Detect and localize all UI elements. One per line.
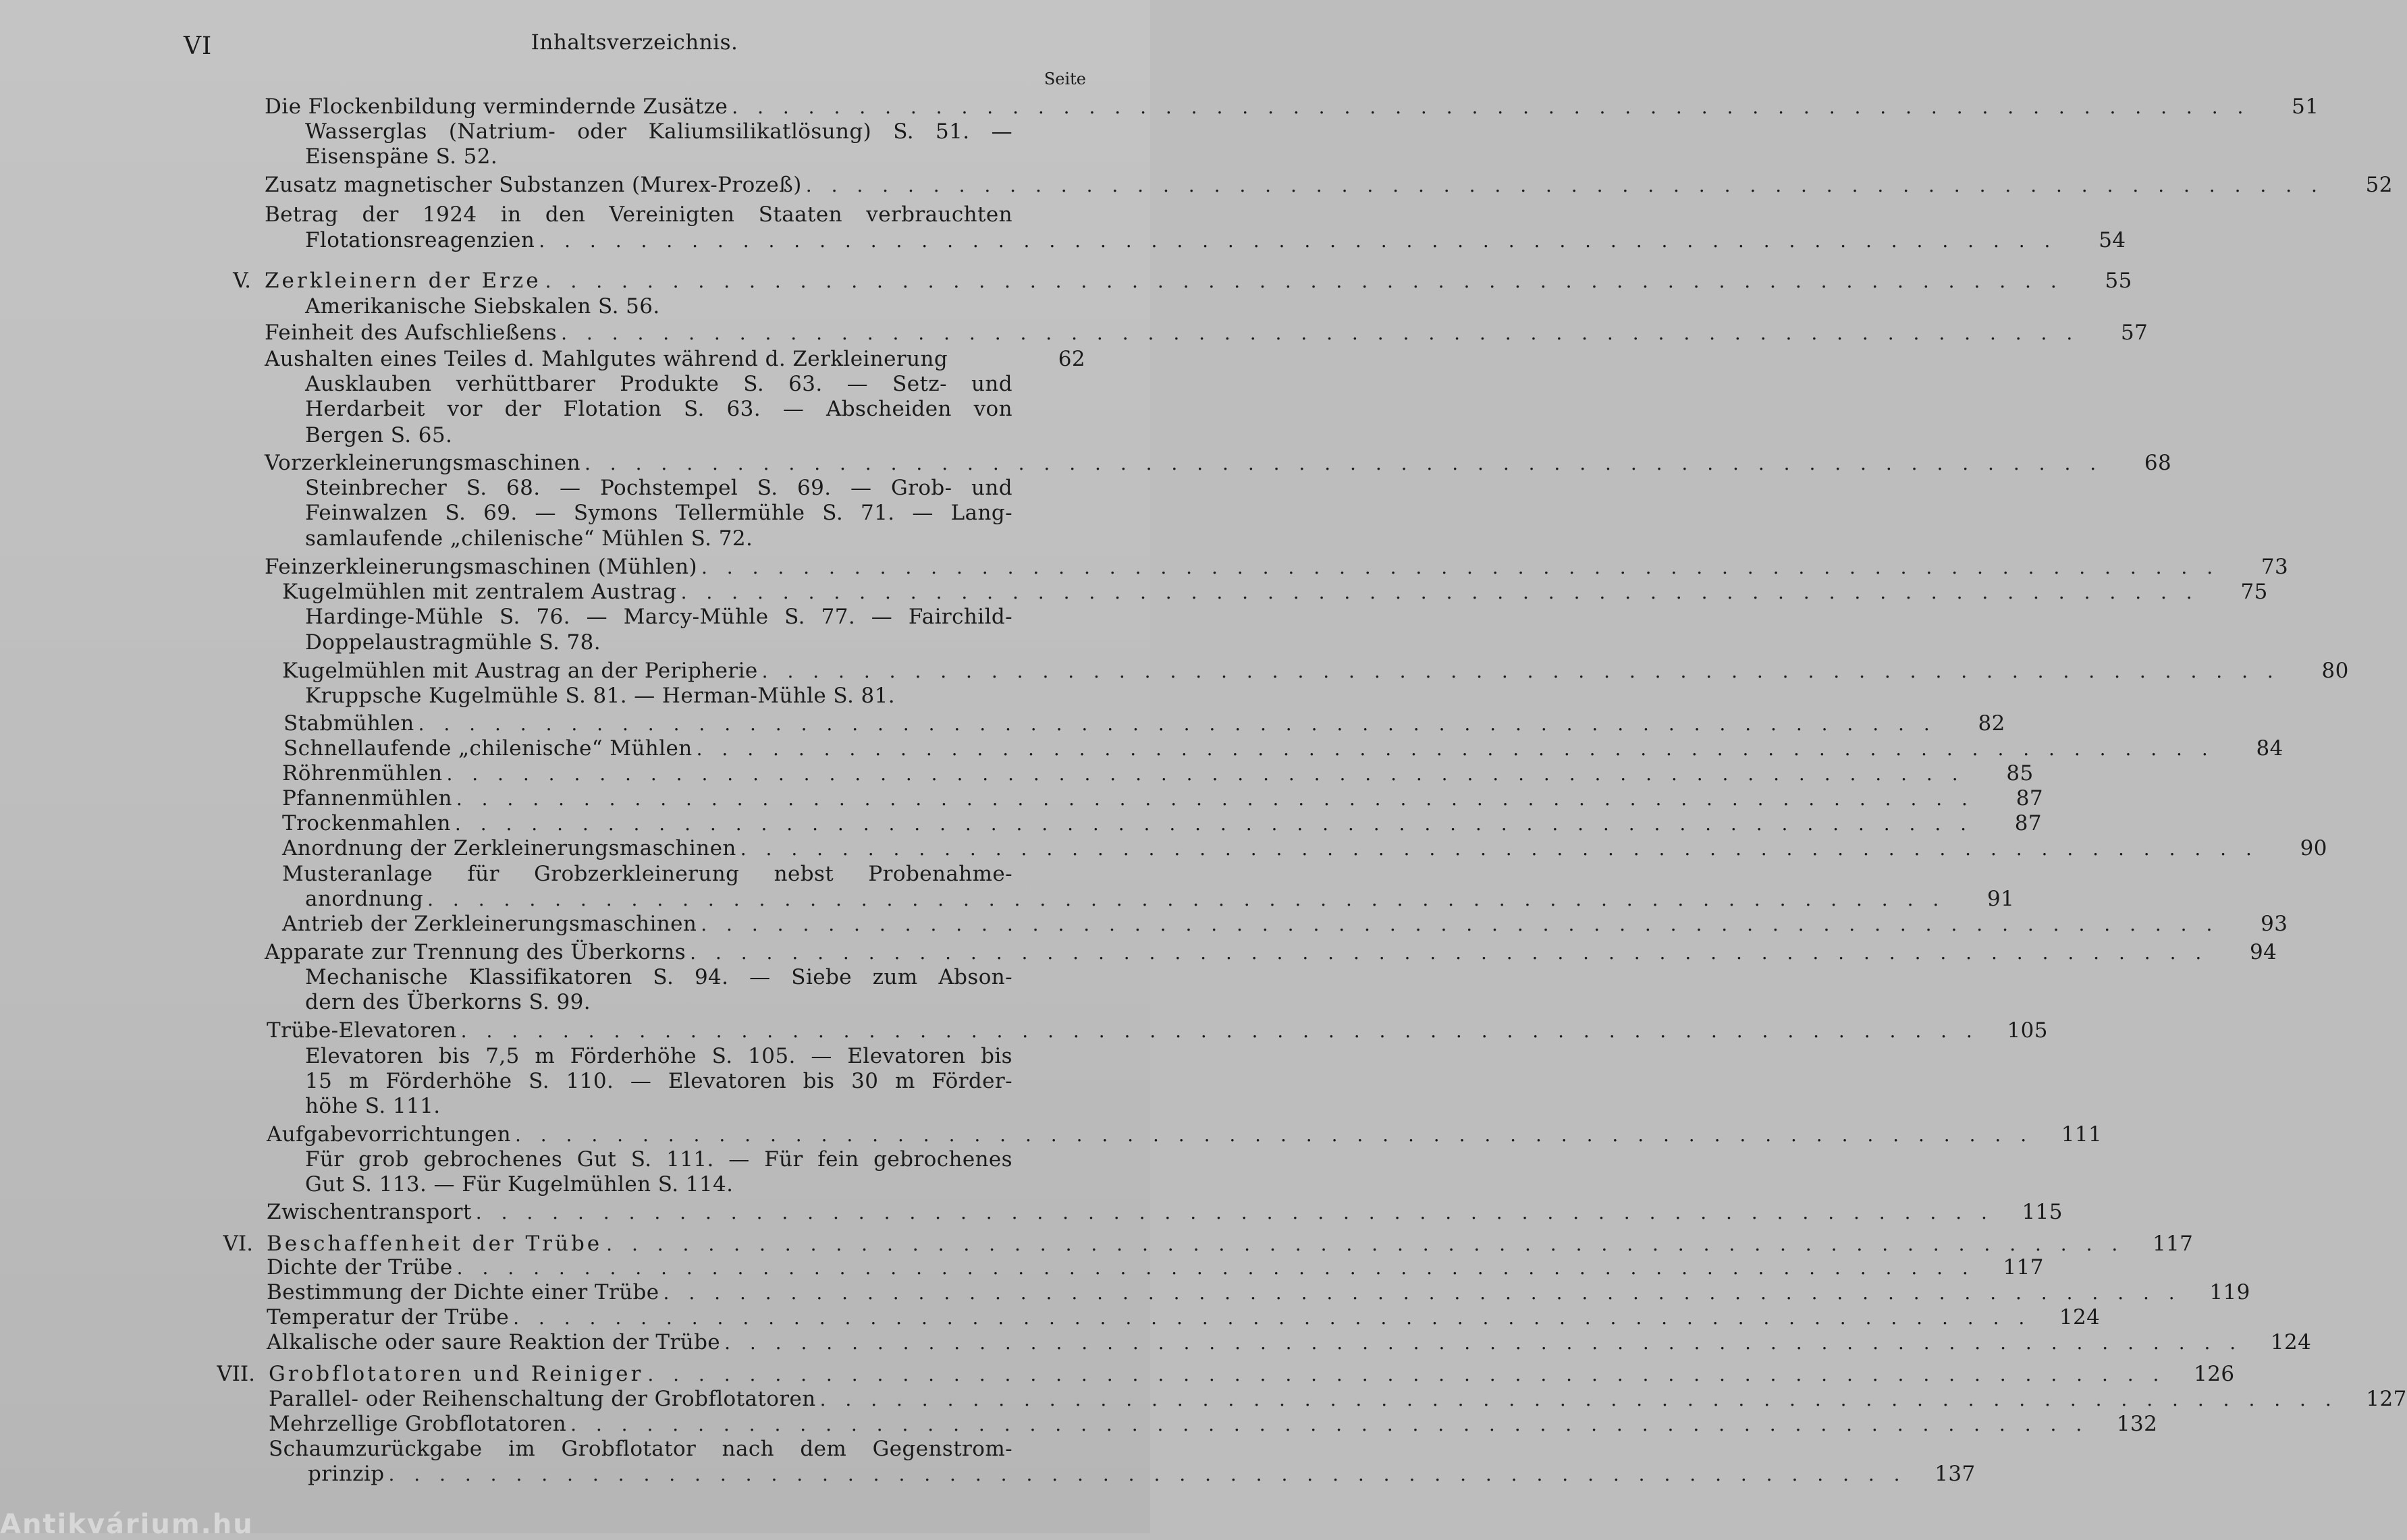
toc-subentry-line: Wasserglas (Natrium- oder Kaliumsilikatlösung) S. 51. — bbox=[305, 119, 1012, 144]
toc-page-number: 132 bbox=[2116, 1412, 2158, 1436]
dot-leader: . . . . . . . . . . . . . . . . . . . . . . . . . . . . . . . . . . . . . . . . . . . . . . . . . . . . . . . . . . . . bbox=[732, 96, 2250, 118]
toc-entry bbox=[282, 761, 2034, 786]
toc-page-number: 87 bbox=[2016, 786, 2043, 810]
toc-subentry-line: samlaufende „chilenische“ Mühlen S. 72. bbox=[305, 526, 753, 551]
chapter-number: VII. bbox=[217, 1362, 255, 1386]
watermark: Antikvárium.hu bbox=[0, 1509, 254, 1540]
toc-subentry-line: Eisenspäne S. 52. bbox=[305, 144, 498, 169]
dot-leader: . . . . . . . . . . . . . . . . . . . . . . . . . . . . . . . . . . . . . . . . . . . . . . . . . . . . . . . . . . . . bbox=[545, 270, 2063, 292]
toc-page-number: 68 bbox=[2144, 451, 2172, 475]
toc-entry-title: Feinzerkleinerungsmaschinen (Mühlen) bbox=[265, 555, 697, 579]
toc-entry bbox=[265, 555, 2289, 579]
page-title: Inhaltsverzeichnis. bbox=[531, 30, 738, 55]
dot-leader: . . . . . . . . . . . . . . . . . . . . . . . . . . . . . . . . . . . . . . . . . . . . . . . . . . . . . . . . . . . . bbox=[561, 322, 2080, 344]
toc-entry bbox=[265, 321, 2148, 345]
toc-entry bbox=[267, 1200, 2063, 1224]
toc-subentry-line: Bergen S. 65. bbox=[305, 423, 453, 447]
toc-chapter-entry bbox=[265, 269, 2132, 293]
toc-page-number: 117 bbox=[2003, 1255, 2044, 1280]
toc-page-number: 111 bbox=[2061, 1122, 2103, 1147]
dot-leader: . . . . . . . . . . . . . . . . . . . . . . . . . . . . . . . . . . . . . . . . . . . . . . . . . . . . . . . . . . . . bbox=[388, 1463, 1907, 1485]
toc-entry-title: Beschaffenheit der Trübe bbox=[267, 1232, 603, 1256]
toc-entry bbox=[265, 173, 2393, 197]
dot-leader: . . . . . . . . . . . . . . . . . . . . . . . . . . . . . . . . . . . . . . . . . . . . . . . . . . . . . . . . . . . . bbox=[513, 1307, 2032, 1329]
toc-entry-title: Aushalten eines Teiles d. Mahlgutes während d. Zerkleinerung bbox=[265, 347, 948, 371]
toc-page-number: 75 bbox=[2240, 580, 2268, 604]
toc-entry-title: Kugelmühlen mit zentralem Austrag bbox=[282, 580, 677, 604]
dot-leader: . . . . . . . . . . . . . . . . . . . . . . . . . . . . . . . . . . . . . . . . . . . . . . . . . . . . . . . . . . . . bbox=[456, 788, 1974, 810]
toc-page-number: 90 bbox=[2300, 836, 2327, 860]
toc-page-number: 124 bbox=[2270, 1330, 2312, 1354]
toc-entry-title: Grobflotatoren und Reiniger bbox=[269, 1362, 644, 1386]
dot-leader: . . . . . . . . . . . . . . . . . . . . . . . . . . . . . . . . . . . . . . . . . . . . . . . . . . . . . . . . . . . . bbox=[724, 1331, 2243, 1354]
toc-page-number: 85 bbox=[2006, 761, 2034, 786]
dot-leader: . . . . . . . . . . . . . . . . . . . . . . . . . . . . . . . . . . . . . . . . . . . . . . . . . . . . . . . . . . . . bbox=[819, 1388, 2338, 1410]
toc-page-number: 87 bbox=[2014, 811, 2043, 835]
toc-entry bbox=[265, 347, 1085, 371]
dot-leader: . . . . . . . . . . . . . . . . . . . . . . . . . . . . . . . . . . . . . . . . . . . . . . . . . . . . . . . . . . . . bbox=[805, 174, 2324, 196]
toc-page-number: 62 bbox=[1058, 347, 1085, 371]
dot-leader: . . . . . . . . . . . . . . . . . . . . . . . . . . . . . . . . . . . . . . . . . . . . . . . . . . . . . . . . . . . . bbox=[663, 1282, 2182, 1304]
toc-entry bbox=[282, 659, 2349, 683]
toc-subentry-line: Feinwalzen S. 69. — Symons Tellermühle S. 71. — Lang- bbox=[305, 501, 1012, 525]
toc-entry-title: Pfannenmühlen bbox=[282, 786, 452, 810]
toc-entry-title: Mehrzellige Grobflotatoren bbox=[269, 1412, 567, 1436]
toc-entry bbox=[282, 836, 2327, 860]
toc-page-number: 52 bbox=[2365, 173, 2393, 197]
toc-page-number: 126 bbox=[2194, 1362, 2235, 1386]
toc-entry-title: Trockenmahlen bbox=[282, 811, 451, 835]
toc-entry bbox=[267, 1305, 2101, 1329]
toc-chapter-entry bbox=[269, 1362, 2235, 1386]
toc-subentry-line: Herdarbeit vor der Flotation S. 63. — Abscheiden von bbox=[305, 397, 1012, 421]
toc-entry-title: Die Flockenbildung vermindernde Zusätze bbox=[265, 94, 728, 119]
toc-entry bbox=[282, 580, 2268, 604]
toc-subentry-line: Doppelaustragmühle S. 78. bbox=[305, 630, 601, 655]
toc-subentry-line: Ausklauben verhüttbarer Produkte S. 63. — Setz- und bbox=[305, 372, 1012, 396]
dot-leader: . . . . . . . . . . . . . . . . . . . . . . . . . . . . . . . . . . . . . . . . . . . . . . . . . . . . . . . . . . . . bbox=[761, 660, 2280, 682]
toc-entry-title: Schnellaufende „chilenische“ Mühlen bbox=[283, 736, 693, 761]
toc-entry bbox=[283, 711, 2005, 736]
toc-entry-title: Trübe-Elevatoren bbox=[267, 1018, 457, 1043]
toc-page-number: 84 bbox=[2256, 736, 2283, 761]
toc-entry-title: Flotationsreagenzien bbox=[305, 228, 535, 252]
dot-leader: . . . . . . . . . . . . . . . . . . . . . . . . . . . . . . . . . . . . . . . . . . . . . . . . . . . . . . . . . . . . bbox=[460, 1020, 1979, 1042]
dot-leader: . . . . . . . . . . . . . . . . . . . . . . . . . . . . . . . . . . . . . . . . . . . . . . . . . . . . . . . . . . . . bbox=[427, 888, 1946, 910]
toc-chapter-entry bbox=[267, 1232, 2194, 1256]
toc-page-number: 80 bbox=[2321, 659, 2349, 683]
toc-page-number: 55 bbox=[2105, 269, 2132, 293]
toc-subentry-line: dern des Überkorns S. 99. bbox=[305, 990, 591, 1014]
toc-page-number: 51 bbox=[2292, 94, 2319, 119]
dot-leader: . . . . . . . . . . . . . . . . . . . . . . . . . . . . . . . . . . . . . . . . . . . . . . . . . . . . . . . . . . . . bbox=[647, 1363, 2166, 1385]
toc-entry bbox=[269, 1387, 2407, 1411]
dot-leader: . . . . . . . . . . . . . . . . . . . . . . . . . . . . . . . . . . . . . . . . . . . . . . . . . . . . . . . . . . . . bbox=[475, 1201, 1994, 1223]
toc-page-number: 127 bbox=[2366, 1387, 2407, 1411]
toc-page-number: 119 bbox=[2209, 1280, 2250, 1304]
toc-entry bbox=[283, 736, 2283, 761]
toc-entry-title: Feinheit des Aufschließens bbox=[265, 321, 558, 345]
dot-leader: . . . . . . . . . . . . . . . . . . . . . . . . . . . . . . . . . . . . . . . . . . . . . . . . . . . . . . . . . . . . bbox=[696, 738, 2215, 760]
toc-page-number: 73 bbox=[2261, 555, 2289, 579]
dot-leader: . . . . . . . . . . . . . . . . . . . . . . . . . . . . . . . . . . . . . . . . . . . . . . . . . . . . . . . . . . . . bbox=[606, 1233, 2125, 1255]
toc-entry bbox=[267, 1122, 2103, 1147]
toc-entry bbox=[265, 94, 2319, 119]
toc-page-number: 117 bbox=[2152, 1232, 2194, 1256]
toc-entry-title: Apparate zur Trennung des Überkorns bbox=[265, 940, 686, 964]
toc-entry-title: Alkalische oder saure Reaktion der Trübe bbox=[267, 1330, 721, 1354]
dot-leader: . . . . . . . . . . . . . . . . . . . . . . . . . . . . . . . . . . . . . . . . . . . . . . . . . . . . . . . . . . . . bbox=[570, 1413, 2089, 1435]
toc-subentry-line: Elevatoren bis 7,5 m Förderhöhe S. 105. — Elevatoren bis bbox=[305, 1044, 1012, 1068]
toc-entry bbox=[282, 912, 2288, 936]
toc-subentry-line: Amerikanische Siebskalen S. 56. bbox=[305, 294, 660, 319]
dot-leader: . . . . . . . . . . . . . . . . . . . . . . . . . . . . . . . . . . . . . . . . . . . . . . . . . . . . . . . . . . . . bbox=[456, 1257, 1975, 1279]
toc-subentry-line: Schaumzurückgabe im Grobflotator nach dem Gegenstrom- bbox=[269, 1437, 1012, 1461]
page-roman-numeral: VI bbox=[184, 32, 213, 60]
page-column-label: Seite bbox=[1044, 70, 1086, 88]
toc-page-number: 124 bbox=[2059, 1305, 2101, 1329]
toc-entry-title: prinzip bbox=[308, 1462, 385, 1486]
toc-page-number: 94 bbox=[2250, 940, 2277, 964]
toc-subentry-line: Hardinge-Mühle S. 76. — Marcy-Mühle S. 77. — Fairchild- bbox=[305, 605, 1012, 629]
toc-entry bbox=[265, 940, 2277, 964]
toc-subentry-line: Mechanische Klassifikatoren S. 94. — Siebe zum Abson- bbox=[305, 965, 1012, 989]
dot-leader: . . . . . . . . . . . . . . . . . . . . . . . . . . . . . . . . . . . . . . . . . . . . . . . . . . . . . . . . . . . . bbox=[418, 713, 1937, 735]
chapter-number: V. bbox=[233, 269, 251, 293]
dot-leader: . . . . . . . . . . . . . . . . . . . . . . . . . . . . . . . . . . . . . . . . . . . . . . . . . . . . . . . . . . . . bbox=[740, 837, 2259, 860]
toc-entry-title: Parallel- oder Reihenschaltung der Grobflotatoren bbox=[269, 1387, 816, 1411]
toc-subentry-line: Kruppsche Kugelmühle S. 81. — Herman-Mühle S. 81. bbox=[305, 684, 895, 708]
toc-page-number: 82 bbox=[1978, 711, 2005, 736]
toc-entry bbox=[267, 1330, 2312, 1354]
toc-subentry-line: Für grob gebrochenes Gut S. 111. — Für fein gebrochenes bbox=[305, 1147, 1012, 1172]
dot-leader: . . . . . . . . . . . . . . . . . . . . . . . . . . . . . . . . . . . . . . . . . . . . . . . . . . . . . . . . . . . . bbox=[539, 229, 2057, 252]
toc-entry-title: Anordnung der Zerkleinerungsmaschinen bbox=[282, 836, 736, 860]
toc-page-number: 137 bbox=[1935, 1462, 1976, 1486]
toc-entry-title: Röhrenmühlen bbox=[282, 761, 443, 786]
toc-subentry-line: Steinbrecher S. 68. — Pochstempel S. 69. — Grob- und bbox=[305, 476, 1012, 500]
dot-leader: . . . . . . . . . . . . . . . . . . . . . . . . . . . . . . . . . . . . . . . . . . . . . . . . . . . . . . . . . . . . bbox=[446, 763, 1965, 785]
toc-entry bbox=[305, 228, 2126, 252]
toc-page-number: 57 bbox=[2121, 321, 2148, 345]
chapter-number: VI. bbox=[223, 1232, 253, 1256]
toc-entry bbox=[305, 887, 2015, 911]
toc-subentry-line: Gut S. 113. — Für Kugelmühlen S. 114. bbox=[305, 1172, 734, 1197]
dot-leader: . . . . . . . . . . . . . . . . . . . . . . . . . . . . . . . . . . . . . . . . . . . . . . . . . . . . . . . . . . . . bbox=[680, 581, 2199, 603]
toc-entry-title: Temperatur der Trübe bbox=[267, 1305, 510, 1329]
toc-entry-title: Aufgabevorrichtungen bbox=[267, 1122, 511, 1147]
toc-entry bbox=[267, 1018, 2048, 1043]
toc-entry bbox=[282, 811, 2043, 835]
dot-leader: . . . . . . . . . . . . . . . . . . . . . . . . . . . . . . . . . . . . . . . . . . . . . . . . . . . . . . . . . . . . bbox=[701, 556, 2220, 578]
toc-entry bbox=[265, 451, 2172, 475]
toc-entry bbox=[282, 786, 2043, 810]
toc-entry-title: Kugelmühlen mit Austrag an der Peripherie bbox=[282, 659, 758, 683]
toc-subentry-line: Betrag der 1924 in den Vereinigten Staaten verbrauchten bbox=[265, 202, 1012, 227]
toc-entry-title: Dichte der Trübe bbox=[267, 1255, 453, 1280]
dot-leader: . . . . . . . . . . . . . . . . . . . . . . . . . . . . . . . . . . . . . . . . . . . . . . . . . . . . . . . . . . . . bbox=[514, 1124, 2034, 1146]
toc-page-number: 91 bbox=[1987, 887, 2015, 911]
toc-entry bbox=[308, 1462, 1976, 1486]
toc-entry bbox=[269, 1412, 2158, 1436]
toc-page-number: 54 bbox=[2099, 228, 2126, 252]
toc-entry bbox=[267, 1255, 2044, 1280]
toc-entry-title: Antrieb der Zerkleinerungsmaschinen bbox=[282, 912, 697, 936]
dot-leader: . . . . . . . . . . . . . . . . . . . . . . . . . . . . . . . . . . . . . . . . . . . . . . . . . . . . . . . . . . . . bbox=[585, 452, 2103, 474]
toc-entry-title: Zerkleinern der Erze bbox=[265, 269, 541, 293]
toc-page-number: 105 bbox=[2007, 1018, 2048, 1043]
toc-subentry-line: Musteranlage für Grobzerkleinerung nebst Probenahme- bbox=[282, 862, 1012, 886]
toc-entry-title: Zwischentransport bbox=[267, 1200, 472, 1224]
toc-subentry-line: höhe S. 111. bbox=[305, 1094, 441, 1118]
toc-entry bbox=[267, 1280, 2250, 1304]
toc-entry-title: Stabmühlen bbox=[283, 711, 414, 736]
toc-subentry-line: 15 m Förderhöhe S. 110. — Elevatoren bis 30 m Förder- bbox=[305, 1069, 1012, 1093]
dot-leader: . . . . . . . . . . . . . . . . . . . . . . . . . . . . . . . . . . . . . . . . . . . . . . . . . . . . . . . . . . . . bbox=[701, 913, 2219, 935]
dot-leader: . . . . . . . . . . . . . . . . . . . . . . . . . . . . . . . . . . . . . . . . . . . . . . . . . . . . . . . . . . . . bbox=[690, 941, 2209, 964]
toc-page-number: 115 bbox=[2022, 1200, 2063, 1224]
toc-entry-title: Zusatz magnetischer Substanzen (Murex-Prozeß) bbox=[265, 173, 802, 197]
toc-page-number: 93 bbox=[2261, 912, 2288, 936]
dot-leader: . . . . . . . . . . . . . . . . . . . . . . . . . . . . . . . . . . . . . . . . . . . . . . . . . . . . . . . . . . . . bbox=[454, 813, 1974, 835]
toc-entry-title: Bestimmung der Dichte einer Trübe bbox=[267, 1280, 659, 1304]
toc-entry-title: Vorzerkleinerungsmaschinen bbox=[265, 451, 580, 475]
toc-entry-title: anordnung bbox=[305, 887, 424, 911]
